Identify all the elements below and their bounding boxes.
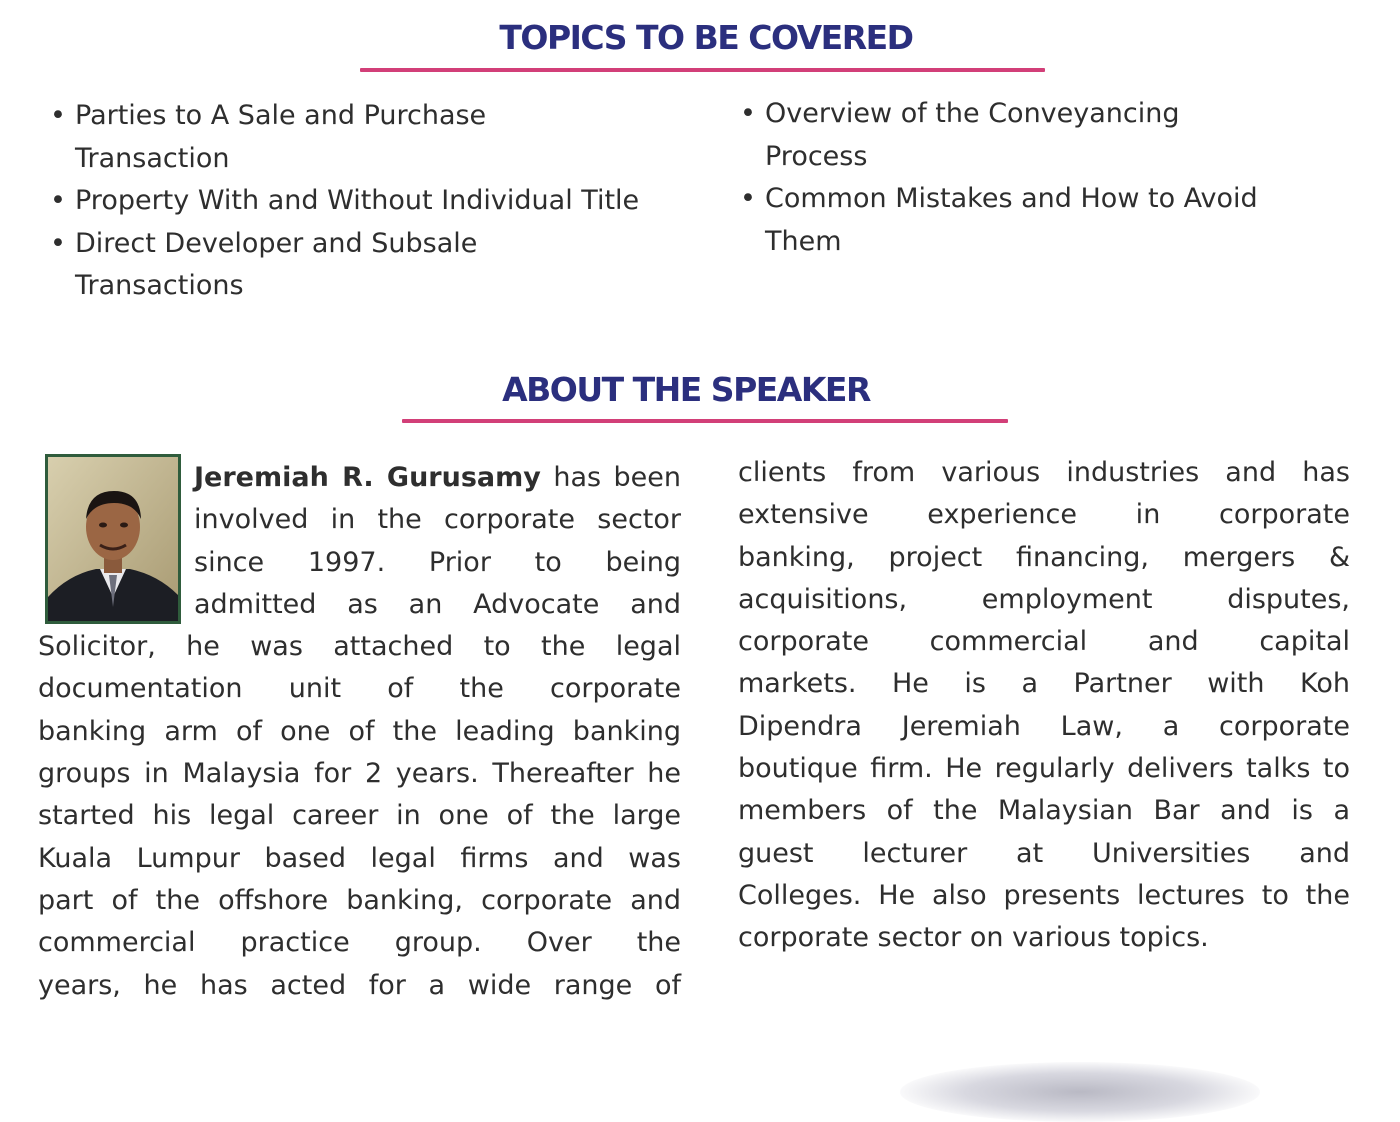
- topic-item-line: Transaction: [75, 142, 230, 174]
- bio-line: years, he has acted for a wide range of: [38, 969, 681, 1001]
- topic-item: [48, 180, 708, 223]
- bio-line: involved in the corporate sector: [194, 504, 681, 536]
- bio-line: Dipendra Jeremiah Law, a corporate: [738, 710, 1350, 742]
- bio-line: since 1997. Prior to being: [194, 546, 681, 578]
- topic-item-line: • Parties to A Sale and Purchase: [75, 100, 487, 131]
- topic-item-line: • Property With and Without Individual Title: [75, 185, 640, 216]
- bio-line: members of the Malaysian Bar and is a: [738, 795, 1350, 827]
- topic-item-line: Transactions: [75, 270, 244, 301]
- bio-line: banking arm of one of the leading banking: [38, 715, 681, 747]
- bio-line: extensive experience in corporate: [738, 499, 1350, 531]
- topic-item-line: Process: [765, 140, 868, 172]
- bio-line: guest lecturer at Universities and: [738, 837, 1350, 869]
- bio-line: corporate commercial and capital: [738, 626, 1350, 658]
- bio-line: boutique firm. He regularly delivers talks to: [738, 753, 1350, 785]
- decorative-shadow: [900, 1062, 1260, 1122]
- bio-line: [194, 457, 681, 499]
- bio-line: acquisitions, employment disputes,: [738, 583, 1350, 615]
- topic-item: [48, 95, 708, 180]
- topics-heading-underline: [360, 68, 1045, 72]
- bio-line: banking, project financing, mergers &: [738, 541, 1350, 573]
- topics-list-left: [48, 95, 708, 308]
- topic-item-line: • Overview of the Conveyancing: [765, 98, 1180, 129]
- bio-line: corporate sector on various topics.: [738, 922, 1209, 954]
- bio-line: Kuala Lumpur based legal firms and was: [38, 842, 681, 874]
- topics-list-right: [738, 93, 1378, 263]
- bio-line: markets. He is a Partner with Koh: [738, 668, 1350, 700]
- speaker-name: Jeremiah R. Gurusamy: [194, 462, 541, 493]
- bio-line: Colleges. He also presents lectures to the: [738, 879, 1350, 911]
- speaker-heading: ABOUT THE SPEAKER: [502, 370, 870, 409]
- bio-line: started his legal career in one of the large: [38, 800, 681, 832]
- speaker-bio-right-column: [738, 452, 1350, 960]
- bio-line: clients from various industries and has: [738, 457, 1350, 488]
- topic-item: [48, 223, 708, 308]
- topic-item-line: Them: [765, 225, 842, 257]
- topic-item: [738, 93, 1378, 178]
- topic-item: [738, 178, 1378, 263]
- bio-line: part of the offshore banking, corporate and: [38, 884, 681, 916]
- bio-line-text: has been: [540, 462, 681, 493]
- topics-heading: TOPICS TO BE COVERED: [499, 18, 913, 57]
- topic-item-line: • Common Mistakes and How to Avoid: [765, 183, 1258, 214]
- topic-item-line: • Direct Developer and Subsale: [75, 227, 478, 259]
- bio-line: admitted as an Advocate and: [194, 588, 681, 620]
- speaker-heading-underline: [402, 419, 1008, 423]
- bio-line: groups in Malaysia for 2 years. Thereafter he: [38, 758, 681, 790]
- bio-line: Solicitor, he was attached to the legal: [38, 631, 681, 663]
- bio-line: documentation unit of the corporate: [38, 673, 681, 705]
- bio-line: commercial practice group. Over the: [38, 927, 681, 959]
- speaker-bio-left-column: [38, 457, 681, 1007]
